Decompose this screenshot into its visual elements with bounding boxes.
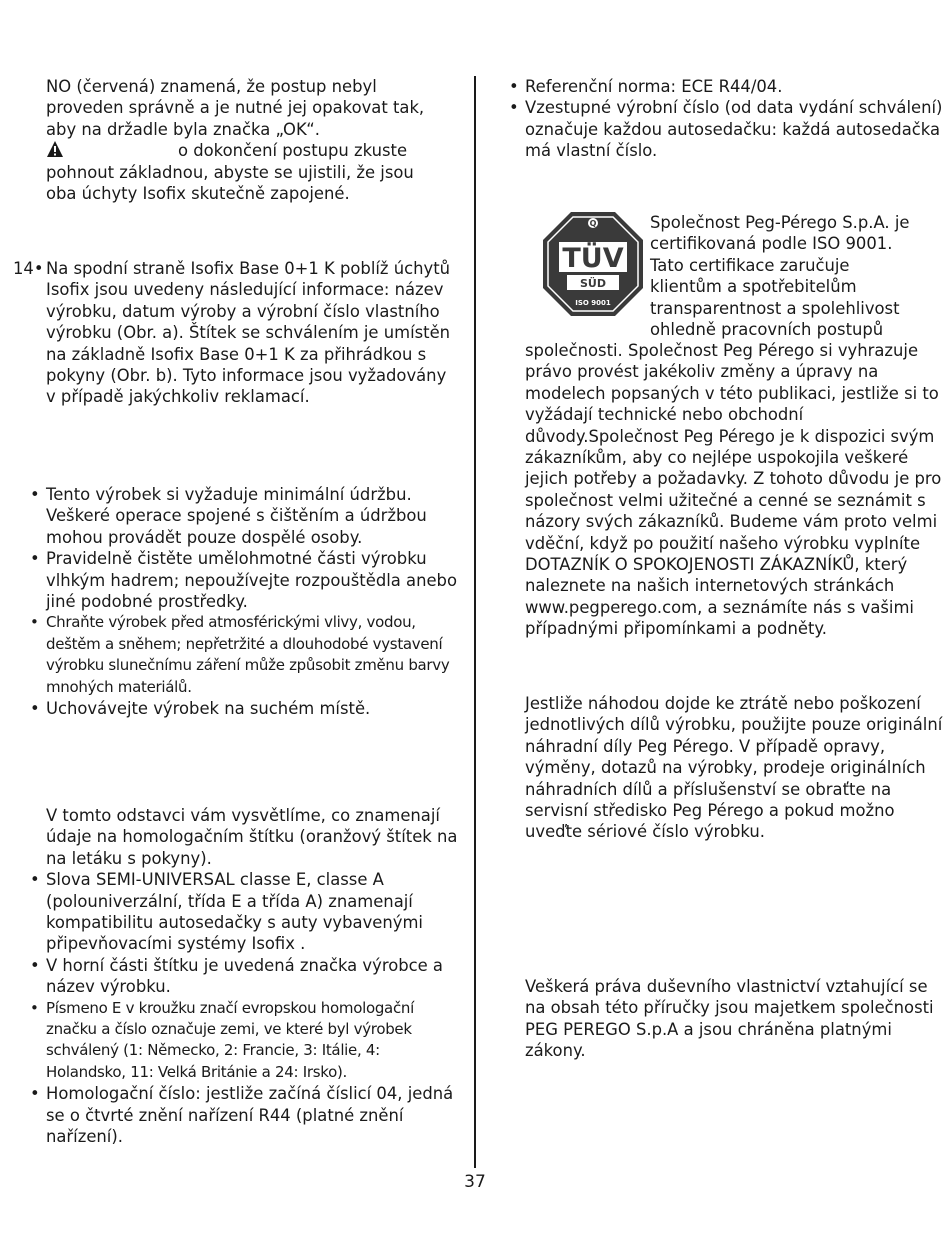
intellectual-property-text: Veškerá práva duševního vlastnictví vztahující se na obsah této příručky jsou majetkem společnosti PEG PEREGO S.p.A a jsou chráněna platnými zákony. bbox=[525, 977, 934, 1061]
list-item: • Homologační číslo: jestliže začíná číslicí 04, jedná se o čtvrté znění nařízení R44 (platné znění nařízení). bbox=[30, 1084, 454, 1147]
list-item: • Písmeno E v kroužku značí evropskou homologační značku a číslo označuje zemi, ve které byl výrobek schválený (1: Německo, 2: Francie, 3: Itálie, 4: Holandsko, 11: Velká Británie a 24: Irsko). bbox=[30, 998, 414, 1081]
list-item: • Vzestupné výrobní číslo (od data vydání schválení) označuje každou autosedačku: každá autosedačka má vlastní číslo. bbox=[509, 98, 943, 161]
warning-icon bbox=[46, 140, 178, 158]
maintenance-list bbox=[30, 484, 458, 719]
page-number: 37 bbox=[464, 1172, 486, 1192]
svg-text:ISO 9001: ISO 9001 bbox=[575, 299, 611, 307]
certification-text: společnosti. Společnost Peg Pérego si vyhrazuje právo provést jakékoliv změny a úpravy na modelech popsaných v této publikaci, jestliže si to vyžádají technické nebo obchodní důvody.Společnost Peg Pérego je k dispozici svým zákazníkům, aby co nejlépe uspokojila veškeré jejich potřeby a požadavky. Z tohoto důvodu je pro společnost velmi užitečné a cenné se seznámit s názory svých zákazníků. Budeme vám proto velmi vděční, když po použití našeho výrobku vyplníte DOTAZNÍK O SPOKOJENOSTI ZÁKAZNÍKŮ, který naleznete na našich internetových stránkách www.pegperego.com, a seznámíte nás s vašimi případnými připomínkami a podněty. bbox=[525, 341, 942, 639]
svg-text:Q: Q bbox=[589, 219, 597, 228]
list-item: • Slova SEMI-UNIVERSAL classe E, classe A (polouniverzální, třída E a třída A) znamenají kompatibilitu autosedačky s auty vybavenými připevňovacími systémy Isofix . bbox=[30, 870, 423, 954]
homologation-section: V tomto odstavci vám vysvětlíme, co znamenají údaje na homologačním štítku (oranžový štítek na na letáku s pokyny). • Slova SEMI-UNIVERSAL classe E, classe A (polouniverzální, třída E a třída A) znamenají kompatibilitu autosedačky s auty vybavenými připevňovacími systémy Isofix . • V horní části štítku je uvedená značka výrobce a název výrobku. • Písmeno E v kroužku značí evropskou homologační značku a číslo označuje zemi, ve které byl výrobek schválený (1: Německo, 2: Francie, 3: Itálie, 4: Holandsko, 11: Velká Británie a 24: Irsko). • Homologační číslo: jestliže začíná číslicí 04, jedná se o čtvrté znění nařízení R44 (platné znění nařízení). bbox=[30, 806, 458, 1147]
list-item: • Pravidelně čistěte umělohmotné části výrobku vlhkým hadrem; nepoužívejte rozpouštědla anebo jiné podobné prostředky. bbox=[30, 549, 457, 612]
standard-list bbox=[509, 76, 950, 162]
ok-indicator-paragraph: NO (červená) znamená, že postup nebyl proveden správně a je nutné jej opakovat tak, aby na držadle byla značka „OK“. o dokončení postupu zkuste pohnout základnou, abyste se ujistili, že jsou oba úchyty Isofix skutečně zapojené. bbox=[46, 77, 425, 204]
svg-text:TÜV: TÜV bbox=[562, 243, 624, 274]
item-number: 14• bbox=[13, 259, 44, 278]
column-divider bbox=[474, 76, 476, 1168]
tuv-sud-logo bbox=[541, 209, 645, 319]
label-info-item: 14• Na spodní straně Isofix Base 0+1 K poblíž úchytů Isofix jsou uvedeny následující informace: název výrobku, datum výroby a výrobní číslo vlastního výrobku (Obr. a). Štítek se schválením je umístěn na základně Isofix Base 0+1 K za přihrádkou s pokyny (Obr. b). Tyto informace jsou vyžadovány v případě jakýchkoliv reklamací. bbox=[13, 259, 451, 407]
spare-parts-text: Jestliže náhodou dojde ke ztrátě nebo poškození jednotlivých dílů výrobku, použijte pouze originální náhradní díly Peg Pérego. V případě opravy, výměny, dotazů na výrobky, prodeje originálních náhradních dílů a příslušenství se obraťte na servisní středisko Peg Pérego a pokud možno uveďte sériové číslo výrobku. bbox=[525, 694, 943, 842]
list-item: • Referenční norma: ECE R44/04. bbox=[509, 77, 783, 96]
certification-intro: Společnost Peg-Pérego S.p.A. je certifikovaná podle ISO 9001. Tato certifikace zaručuje klientům a spotřebitelům transparentnost a spolehlivost ohledně pracovních postupů bbox=[650, 213, 910, 340]
list-item: • Uchovávejte výrobek na suchém místě. bbox=[30, 699, 371, 719]
list-item: • Chraňte výrobek před atmosférickými vlivy, vodou, deštěm a sněhem; nepřetržité a dlouhodobé vystavení výrobku slunečnímu záření může způsobit změnu barvy mnohých materiálů. bbox=[30, 613, 450, 696]
list-item: • Tento výrobek si vyžaduje minimální údržbu. Veškeré operace spojené s čištěním a údržbou mohou provádět pouze dospělé osoby. bbox=[30, 485, 427, 547]
list-item: • V horní části štítku je uvedená značka výrobce a název výrobku. bbox=[30, 955, 443, 997]
svg-text:SÜD: SÜD bbox=[580, 277, 606, 290]
